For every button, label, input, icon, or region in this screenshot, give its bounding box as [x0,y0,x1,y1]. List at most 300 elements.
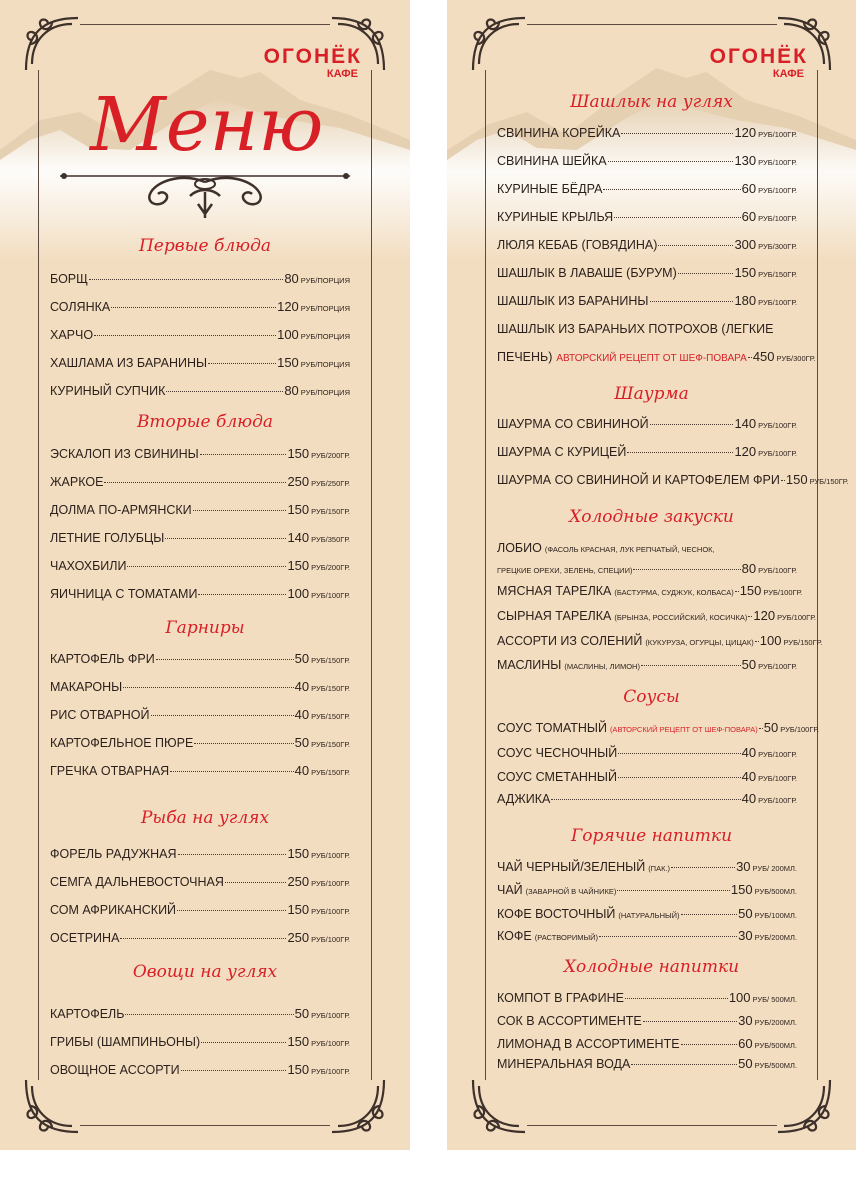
dot-leader [643,1021,737,1022]
item-name: ЛИМОНАД В АССОРТИМЕНТЕ [497,1037,680,1051]
item-price: 40 [294,707,310,722]
item-unit: РУБ/ПОРЦИЯ [300,388,350,397]
item-price: 60 [741,181,757,196]
dot-leader [614,217,741,218]
dot-leader [151,715,294,716]
menu-item [497,1036,797,1054]
item-name: ЧАХОХБИЛИ [50,559,127,573]
menu-item [50,874,350,892]
item-price: 50 [294,1006,310,1021]
item-unit: РУБ/250ГР. [311,479,350,488]
item-name: ШАШЛЫК ИЗ БАРАНИНЫ [497,294,649,308]
item-name: ДОЛМА ПО-АРМЯНСКИ [50,503,192,517]
item-name: СОУС СМЕТАННЫЙ [497,770,617,784]
item-price: 40 [741,745,757,760]
item-name: ОВОЩНОЕ АССОРТИ [50,1063,180,1077]
item-name: МАСЛИНЫ [497,658,562,672]
item-unit: РУБ/100ГР. [311,907,350,916]
section-title: Овощи на углях [132,962,278,982]
dot-leader [193,510,287,511]
item-price: 250 [287,930,310,945]
item-price: 60 [741,209,757,224]
menu-item [497,657,797,675]
item-price: 60 [738,1036,753,1051]
item-price: 140 [287,530,310,545]
item-name: КАРТОФЕЛЬНОЕ ПЮРЕ [50,736,194,750]
menu-item [50,763,350,781]
item-name: КОФЕ ВОСТОЧНЫЙ [497,907,616,921]
dot-leader [735,591,739,592]
menu-item [50,930,350,948]
item-price: 50 [763,720,779,735]
item-name: КУРИНЫЕ БЁДРА [497,182,603,196]
item-price: 150 [287,502,310,517]
item-price: 450 [752,349,775,364]
item-name: ШАУРМА С КУРИЦЕЙ [497,445,627,459]
dot-leader [650,301,734,302]
frame-line-top [527,24,777,25]
item-price: 130 [734,153,757,168]
item-price: 100 [287,586,310,601]
frame-line-right [371,70,372,1080]
dot-leader [181,1070,287,1071]
item-price: 150 [730,882,753,897]
dot-leader [104,482,286,483]
item-unit: РУБ/500МЛ. [754,1041,797,1050]
dot-leader [681,914,738,915]
item-note: (КУКУРУЗА, ОГУРЦЫ, ЦИЦАК) [645,638,754,647]
item-price: 150 [739,583,762,598]
item-price: 30 [738,1013,753,1028]
item-price: 80 [741,561,757,576]
dot-leader [551,799,740,800]
dot-leader [650,424,734,425]
menu-item [497,265,797,283]
dot-leader [123,687,293,688]
item-price: 50 [294,735,310,750]
item-unit: РУБ/100ГР. [311,935,350,944]
frame-line-top [80,24,330,25]
item-unit: РУБ/ПОРЦИЯ [300,304,350,313]
dot-leader [748,357,752,358]
item-note: (ПАК.) [648,864,671,873]
item-unit: РУБ/100ГР. [758,130,797,139]
item-unit: РУБ/300ГР. [776,354,816,363]
dot-leader [608,161,734,162]
item-name: СОУС ТОМАТНЫЙ [497,721,607,735]
frame-line-bottom [80,1125,330,1126]
menu-item [497,906,797,924]
item-price: 140 [734,416,757,431]
item-price: 150 [287,902,310,917]
item-unit: РУБ/ПОРЦИЯ [300,332,350,341]
item-price: 300 [734,237,757,252]
item-name: ХАШЛАМА ИЗ БАРАНИНЫ [50,356,208,370]
item-unit: РУБ/100ГР. [758,298,797,307]
item-name: ШАШЛЫК В ЛАВАШЕ (БУРУМ) [497,266,677,280]
item-unit: РУБ/150ГР. [758,270,797,279]
dot-leader [641,665,741,666]
item-name: МИНЕРАЛЬНАЯ ВОДА [497,1057,631,1071]
item-name: СОК В АССОРТИМЕНТЕ [497,1014,642,1028]
menu-item [50,651,350,669]
frame-line-left [485,70,486,1080]
item-price: 40 [294,679,310,694]
corner-ornament-icon [774,1076,834,1136]
item-price: 100 [728,990,751,1005]
item-name: ОСЕТРИНА [50,931,120,945]
item-price: 150 [277,355,299,370]
dot-leader [89,279,283,280]
dot-leader [111,307,276,308]
item-unit: РУБ/100ГР. [311,879,350,888]
item-price: 250 [287,874,310,889]
item-unit: РУБ/100ГР. [311,1011,350,1020]
corner-ornament-icon [469,14,529,74]
item-unit: РУБ/100ГР. [758,662,797,671]
item-unit: РУБ/100ГР. [758,421,797,430]
dot-leader [755,641,759,642]
section-title: Холодные закуски [569,507,734,527]
item-price: 30 [738,928,753,943]
cafe-logo [710,46,808,81]
item-unit: РУБ/100ГР. [311,851,350,860]
item-unit: РУБ/200ГР. [311,451,350,460]
item-unit: РУБ/100ГР. [780,725,820,734]
item-unit: РУБ/100ГР. [311,1039,350,1048]
dot-leader [225,882,287,883]
item-unit: РУБ/ 200МЛ. [752,864,797,873]
menu-item [497,416,797,434]
item-unit: РУБ/150ГР. [311,768,350,777]
dot-leader [94,335,276,336]
item-price: 120 [734,444,757,459]
menu-item [497,633,823,651]
item-name: АДЖИКА [497,792,551,806]
menu-item [50,299,350,317]
item-note: (МАСЛИНЫ, ЛИМОН) [564,662,640,671]
section-title: Горячие напитки [570,826,733,846]
menu-item [50,1006,350,1024]
dot-leader [156,659,294,660]
corner-ornament-icon [469,1076,529,1136]
item-name: ФОРЕЛЬ РАДУЖНАЯ [50,847,177,861]
menu-item [50,735,350,753]
menu-item [497,928,797,946]
menu-item [497,153,797,171]
menu-item [497,237,797,255]
item-note: АВТОРСКИЙ РЕЦЕПТ ОТ ШЕФ-ПОВАРА [556,353,747,364]
dot-leader [166,391,283,392]
dot-leader [120,938,286,939]
section-title: Шашлык на углях [570,92,733,112]
section-title: Первые блюда [138,236,272,256]
dot-leader [618,777,741,778]
item-name: СОЛЯНКА [50,300,111,314]
dot-leader [671,867,735,868]
menu-item [50,679,350,697]
item-price: 100 [277,327,299,342]
menu-item [497,181,797,199]
item-unit: РУБ/150ГР. [809,477,849,486]
item-name: ГРЕЧКА ОТВАРНАЯ [50,764,170,778]
item-unit: РУБ/100ГР. [758,186,797,195]
menu-item [497,608,816,626]
item-price: 50 [738,906,753,921]
cafe-subtitle: КАФЕ [772,68,804,80]
item-name: ШАУРМА СО СВИНИНОЙ [497,417,649,431]
menu-item [497,1056,797,1074]
menu-item [50,846,350,864]
dot-leader [759,728,763,729]
menu-page-right [447,0,856,1150]
dot-leader [170,771,293,772]
menu-item-line [497,540,797,558]
item-price: 120 [734,125,757,140]
item-price: 150 [287,558,310,573]
dot-leader [208,363,276,364]
item-name: МАКАРОНЫ [50,680,123,694]
menu-item [497,209,797,227]
item-unit: РУБ/100ГР. [758,774,797,783]
section-title: Шаурма [614,384,689,404]
item-price: 80 [284,271,299,286]
item-name: СВИНИНА КОРЕЙКА [497,126,621,140]
item-note: (БРЫНЗА, РОССИЙСКИЙ, КОСИЧКА) [614,613,748,622]
item-unit: РУБ/200МЛ. [754,1018,797,1027]
section-title: Гарниры [165,618,245,638]
item-name: ГРИБЫ (ШАМПИНЬОНЫ) [50,1035,201,1049]
menu-item [497,859,797,877]
menu-item [50,586,350,604]
menu-item [497,583,803,601]
item-unit: РУБ/150ГР. [311,684,350,693]
item-price: 180 [734,293,757,308]
item-note: (АВТОРСКИЙ РЕЦЕПТ ОТ ШЕФ-ПОВАРА) [609,725,758,734]
item-note: ГРЕЦКИЕ ОРЕХИ, ЗЕЛЕНЬ, СПЕЦИИ) [497,566,633,575]
dot-leader [621,133,733,134]
item-price: 100 [759,633,782,648]
menu-item [50,1034,350,1052]
menu-item [497,561,797,579]
menu-item [50,502,350,520]
frame-line-right [817,70,818,1080]
flourish-divider-icon [60,162,350,222]
item-price: 40 [741,769,757,784]
dot-leader [125,1014,293,1015]
item-name: СОУС ЧЕСНОЧНЫЙ [497,746,618,760]
menu-item [497,990,797,1008]
item-unit: РУБ/ПОРЦИЯ [300,360,350,369]
item-note: (ЗАВАРНОЙ В ЧАЙНИКЕ) [525,887,617,896]
cafe-logo [264,46,362,81]
dot-leader [631,1064,737,1065]
item-unit: РУБ/ПОРЦИЯ [300,276,350,285]
item-unit: РУБ/150ГР. [311,507,350,516]
item-price: 150 [287,446,310,461]
menu-item [50,474,350,492]
item-note: (БАСТУРМА, СУДЖУК, КОЛБАСА) [614,588,734,597]
dot-leader [127,566,286,567]
menu-title: Меню [90,82,324,168]
item-unit: РУБ/300ГР. [758,242,797,251]
frame-line-left [38,70,39,1080]
item-unit: РУБ/500МЛ. [754,1061,797,1070]
item-note: (РАСТВОРИМЫЙ) [534,933,599,942]
menu-item [50,1062,350,1080]
item-unit: РУБ/150ГР. [311,656,350,665]
item-unit: РУБ/100ГР. [758,158,797,167]
item-unit: РУБ/100ГР. [311,1067,350,1076]
dot-leader [599,936,737,937]
menu-item [50,446,350,464]
item-price: 150 [287,1034,310,1049]
item-name: КОМПОТ В ГРАФИНЕ [497,991,624,1005]
item-name: ХАРЧО [50,328,94,342]
item-unit: РУБ/100ГР. [758,566,797,575]
dot-leader [658,245,733,246]
dot-leader [198,594,286,595]
dot-leader [200,454,287,455]
section-title: Рыба на углях [140,808,270,828]
menu-item-line: ШАШЛЫК ИЗ БАРАНЬИХ ПОТРОХОВ (ЛЕГКИЕ [497,322,774,336]
item-name: РИС ОТВАРНОЙ [50,708,150,722]
item-name: МЯСНАЯ ТАРЕЛКА [497,584,612,598]
dot-leader [603,189,740,190]
item-unit: РУБ/500МЛ. [754,887,797,896]
menu-item [50,558,350,576]
item-name: КАРТОФЕЛЬ [50,1007,125,1021]
cafe-name: ОГОНЁК [709,45,808,68]
item-price: 80 [284,383,299,398]
corner-ornament-icon [22,14,82,74]
dot-leader [165,538,286,539]
menu-item [50,355,350,373]
item-name: СЫРНАЯ ТАРЕЛКА [497,609,612,623]
menu-item [497,472,849,490]
item-price: 150 [734,265,757,280]
corner-ornament-icon [22,1076,82,1136]
item-unit: РУБ/150ГР. [783,638,823,647]
menu-page-left [0,0,410,1150]
item-name: ЛОБИО [497,541,542,555]
menu-item [497,1013,797,1031]
item-price: 30 [736,859,751,874]
item-price: 150 [287,846,310,861]
section-title: Вторые блюда [136,412,274,432]
item-unit: РУБ/200МЛ. [754,933,797,942]
item-price: 120 [277,299,299,314]
menu-item [497,349,816,367]
menu-item [497,769,797,787]
item-price: 150 [287,1062,310,1077]
item-unit: РУБ/100ГР. [758,750,797,759]
menu-item [50,383,350,401]
item-name: ЛЕТНИЕ ГОЛУБЦЫ [50,531,165,545]
menu-item [497,293,797,311]
dot-leader [633,569,740,570]
item-price: 150 [785,472,808,487]
dot-leader [678,273,734,274]
item-unit: РУБ/350ГР. [311,535,350,544]
item-name: СВИНИНА ШЕЙКА [497,154,607,168]
item-unit: РУБ/100ГР. [311,591,350,600]
item-unit: РУБ/ 500МЛ. [752,995,797,1004]
item-price: 40 [741,791,757,806]
item-unit: РУБ/150ГР. [311,712,350,721]
item-name: ЭСКАЛОП ИЗ СВИНИНЫ [50,447,199,461]
corner-ornament-icon [328,1076,388,1136]
menu-item [50,707,350,725]
item-name: ЛЮЛЯ КЕБАБ (ГОВЯДИНА) [497,238,658,252]
item-name: ЧАЙ [497,883,523,897]
item-price: 50 [294,651,310,666]
cafe-name: ОГОНЁК [263,45,362,68]
item-name: КУРИНЫЙ СУПЧИК [50,384,166,398]
item-name: КОФЕ [497,929,532,943]
item-price: 50 [738,1056,753,1071]
dot-leader [201,1042,286,1043]
item-note: (НАТУРАЛЬНЫЙ) [618,911,680,920]
item-name: ЖАРКОЕ [50,475,104,489]
item-name: ЧАЙ ЧЕРНЫЙ/ЗЕЛЕНЫЙ [497,860,646,874]
dot-leader [681,1044,738,1045]
item-unit: РУБ/100ГР. [758,796,797,805]
item-name: ШАУРМА СО СВИНИНОЙ И КАРТОФЕЛЕМ ФРИ [497,473,780,487]
item-unit: РУБ/100ГР. [758,214,797,223]
item-name: БОРЩ [50,272,88,286]
item-unit: РУБ/100ГР. [758,449,797,458]
item-note: (ФАСОЛЬ КРАСНАЯ, ЛУК РЕПЧАТЫЙ, ЧЕСНОК, [544,545,715,554]
menu-item [50,327,350,345]
dot-leader [618,753,740,754]
dot-leader [194,743,293,744]
item-name: ПЕЧЕНЬ) [497,350,553,364]
frame-line-bottom [527,1125,777,1126]
dot-leader [627,452,733,453]
item-name: КУРИНЫЕ КРЫЛЬЯ [497,210,614,224]
menu-item [50,902,350,920]
item-name: ЯИЧНИЦА С ТОМАТАМИ [50,587,198,601]
item-unit: РУБ/200ГР. [311,563,350,572]
menu-item [50,530,350,548]
menu-item [497,791,797,809]
item-name: СОМ АФРИКАНСКИЙ [50,903,177,917]
item-name: АССОРТИ ИЗ СОЛЕНИЙ [497,634,643,648]
dot-leader [617,890,730,891]
menu-item [497,125,797,143]
dot-leader [748,616,752,617]
dot-leader [178,854,287,855]
item-name: КАРТОФЕЛЬ ФРИ [50,652,155,666]
section-title: Холодные напитки [563,957,740,977]
section-title: Соусы [623,687,680,707]
item-unit: РУБ/100ГР. [763,588,803,597]
dot-leader [625,998,728,999]
item-price: 50 [741,657,757,672]
menu-item [497,882,797,900]
item-unit: РУБ/100ГР. [777,613,816,622]
cafe-subtitle: КАФЕ [326,68,358,80]
menu-item [50,271,350,289]
item-price: 250 [287,474,310,489]
item-price: 40 [294,763,310,778]
item-price: 120 [753,608,776,623]
dot-leader [177,910,286,911]
item-unit: РУБ/100МЛ. [754,911,797,920]
menu-item [497,444,797,462]
menu-item [497,745,797,763]
